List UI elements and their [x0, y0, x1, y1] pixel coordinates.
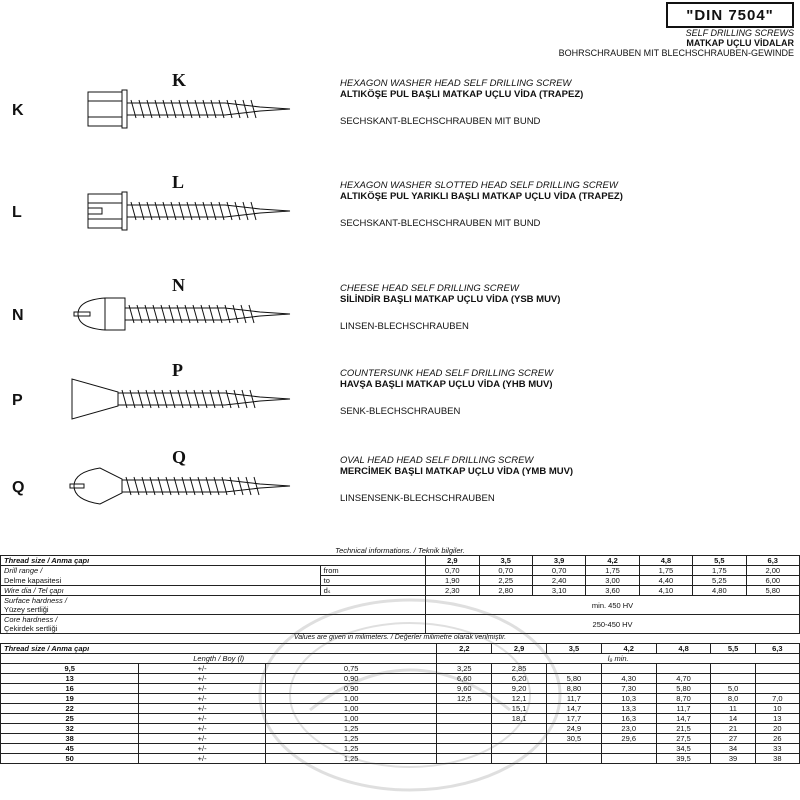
screw-drawing: [60, 275, 310, 354]
value-cell: 14,7: [656, 714, 711, 724]
value-cell: 11: [711, 704, 755, 714]
size-cell: 4,8: [639, 556, 692, 566]
value-cell: 0,70: [532, 566, 585, 576]
screw-desc-en: HEXAGON WASHER SLOTTED HEAD SELF DRILLING SCREW: [340, 180, 618, 191]
size-cell: 4,8: [656, 644, 711, 654]
subtitle-block: [559, 28, 794, 58]
size-cell: 3,9: [532, 556, 585, 566]
length-label: Length / Boy (l): [1, 654, 437, 664]
tolerance-cell: +/-: [139, 664, 266, 674]
tolerance-cell: +/-: [139, 724, 266, 734]
value-cell: 9,20: [492, 684, 547, 694]
deviation-cell: 1,25: [265, 734, 436, 744]
value-cell: 2,30: [426, 586, 479, 596]
length-cell: 22: [1, 704, 139, 714]
screw-description: [340, 455, 573, 504]
screw-drawing: [60, 70, 310, 149]
screw-desc-en: HEXAGON WASHER HEAD SELF DRILLING SCREW: [340, 78, 572, 89]
screw-drawing: [60, 447, 310, 526]
length-cell: 45: [1, 744, 139, 754]
value-cell: 4,80: [693, 586, 746, 596]
core-label-en: Core hardness /: [4, 615, 58, 624]
table-row: [1, 566, 800, 576]
value-cell: [601, 664, 656, 674]
lg-label: l₉ min.: [437, 654, 800, 664]
value-cell: 24,9: [547, 724, 602, 734]
length-cell: 38: [1, 734, 139, 744]
value-cell: 2,25: [479, 576, 532, 586]
document-title: "DIN 7504": [666, 2, 794, 28]
screw-letter: K: [12, 102, 24, 119]
size-cell: 4,2: [601, 644, 656, 654]
value-cell: 4,30: [601, 674, 656, 684]
thread-size-label: Thread size / Anma çapı: [1, 644, 437, 654]
value-cell: [755, 684, 799, 694]
drill-label: Drill range /: [1, 566, 321, 576]
value-cell: 11,7: [547, 694, 602, 704]
value-cell: 12,1: [492, 694, 547, 704]
value-cell: 12,5: [437, 694, 492, 704]
deviation-cell: 1,00: [265, 694, 436, 704]
table-row: [1, 556, 800, 566]
tolerance-cell: +/-: [139, 754, 266, 764]
screw-description: [340, 180, 623, 229]
core-value: 250-450 HV: [426, 615, 800, 634]
value-cell: 0,70: [479, 566, 532, 576]
screw-desc-tr: ALTIKÖŞE PUL BAŞLI MATKAP UÇLU VİDA (TRAPEZ): [340, 89, 584, 100]
deviation-cell: 1,00: [265, 704, 436, 714]
value-cell: 34,5: [656, 744, 711, 754]
value-cell: 29,6: [601, 734, 656, 744]
subtitle-tr: MATKAP UÇLU VİDALAR: [686, 38, 794, 48]
tolerance-cell: +/-: [139, 734, 266, 744]
value-cell: 27,5: [656, 734, 711, 744]
screw-desc-de: SENK-BLECHSCHRAUBEN: [340, 406, 461, 417]
screw-desc-tr: MERCİMEK BAŞLI MATKAP UÇLU VİDA (YMB MUV): [340, 466, 574, 477]
tolerance-cell: +/-: [139, 684, 266, 694]
deviation-cell: 1,00: [265, 714, 436, 724]
value-cell: 14,7: [547, 704, 602, 714]
value-cell: 1,90: [426, 576, 479, 586]
value-cell: 18,1: [492, 714, 547, 724]
value-cell: 6,60: [437, 674, 492, 684]
deviation-cell: 0,90: [265, 684, 436, 694]
screw-desc-en: COUNTERSUNK HEAD SELF DRILLING SCREW: [340, 368, 554, 379]
value-cell: 6,20: [492, 674, 547, 684]
value-cell: 13,3: [601, 704, 656, 714]
screw-label: L: [172, 172, 185, 192]
value-cell: 10,3: [601, 694, 656, 704]
value-cell: [601, 744, 656, 754]
value-cell: 2,80: [479, 586, 532, 596]
value-cell: 2,40: [532, 576, 585, 586]
surface-value: min. 450 HV: [426, 596, 800, 615]
size-cell: 6,3: [746, 556, 799, 566]
deviation-cell: 1,25: [265, 744, 436, 754]
value-cell: 3,60: [586, 586, 639, 596]
value-cell: [656, 664, 711, 674]
drill-label-tr: Delme kapasitesi: [1, 576, 321, 586]
deviation-cell: 0,75: [265, 664, 436, 674]
screw-row: [0, 447, 800, 545]
value-cell: 7,30: [601, 684, 656, 694]
value-cell: 13: [755, 714, 799, 724]
value-cell: 14: [711, 714, 755, 724]
value-cell: 39,5: [656, 754, 711, 764]
screw-description: [340, 283, 560, 332]
value-cell: 11,7: [656, 704, 711, 714]
value-cell: 30,5: [547, 734, 602, 744]
screw-label: N: [172, 275, 185, 295]
size-cell: 4,2: [586, 556, 639, 566]
screw-desc-de: SECHSKANT-BLECHSCHRAUBEN MIT BUND: [340, 116, 541, 127]
screw-letter: Q: [12, 479, 25, 496]
screw-letter: N: [12, 307, 24, 324]
value-cell: 34: [711, 744, 755, 754]
value-cell: 3,00: [586, 576, 639, 586]
deviation-cell: 1,25: [265, 724, 436, 734]
screw-label: K: [172, 70, 187, 90]
value-cell: 27: [711, 734, 755, 744]
screw-desc-en: CHEESE HEAD SELF DRILLING SCREW: [340, 283, 519, 294]
screw-desc-de: LINSEN-BLECHSCHRAUBEN: [340, 321, 469, 332]
screw-drawing: [60, 360, 310, 439]
length-cell: 9,5: [1, 664, 139, 674]
value-cell: 5,0: [711, 684, 755, 694]
value-cell: [601, 754, 656, 764]
length-caption: Values are given in milimeters. / Değerler milimetre olarak verilmiştir.: [293, 634, 507, 641]
screw-row: [0, 70, 800, 168]
to-label: to: [320, 576, 425, 586]
value-cell: [711, 674, 755, 684]
size-cell: 2,9: [426, 556, 479, 566]
screw-drawing: [60, 172, 310, 251]
subtitle-en: SELF DRILLING SCREWS: [685, 28, 794, 38]
size-cell: 2,9: [492, 644, 547, 654]
tolerance-cell: +/-: [139, 714, 266, 724]
core-label-tr: Çekirdek sertliği: [4, 624, 58, 633]
value-cell: 23,0: [601, 724, 656, 734]
screw-letter: P: [12, 392, 23, 409]
value-cell: 9,60: [437, 684, 492, 694]
thread-size-label: Thread size / Anma çapı: [1, 556, 426, 566]
length-cell: 16: [1, 684, 139, 694]
length-cell: 13: [1, 674, 139, 684]
deviation-cell: 1,25: [265, 754, 436, 764]
value-cell: 1,75: [586, 566, 639, 576]
deviation-cell: 0,90: [265, 674, 436, 684]
length-cell: 25: [1, 714, 139, 724]
tolerance-cell: +/-: [139, 704, 266, 714]
size-cell: 6,3: [755, 644, 799, 654]
value-cell: 7,0: [755, 694, 799, 704]
value-cell: [711, 664, 755, 674]
subtitle-de: BOHRSCHRAUBEN MIT BLECHSCHRAUBEN-GEWINDE: [558, 48, 794, 58]
surface-label-tr: Yüzey sertliği: [4, 605, 49, 614]
size-cell: 5,5: [693, 556, 746, 566]
length-cell: 19: [1, 694, 139, 704]
value-cell: 6,00: [746, 576, 799, 586]
screw-description: [340, 368, 553, 417]
value-cell: 3,25: [437, 664, 492, 674]
value-cell: [755, 664, 799, 674]
value-cell: 0,70: [426, 566, 479, 576]
value-cell: 8,0: [711, 694, 755, 704]
value-cell: 21,5: [656, 724, 711, 734]
value-cell: 5,80: [547, 674, 602, 684]
value-cell: 4,70: [656, 674, 711, 684]
value-cell: 1,75: [639, 566, 692, 576]
value-cell: 8,70: [656, 694, 711, 704]
tolerance-cell: +/-: [139, 674, 266, 684]
value-cell: 3,10: [532, 586, 585, 596]
screw-desc-en: OVAL HEAD HEAD SELF DRILLING SCREW: [340, 455, 534, 466]
screw-desc-tr: SİLİNDİR BAŞLI MATKAP UÇLU VİDA (YSB MUV): [340, 294, 561, 305]
screw-desc-de: LINSENSENK-BLECHSCHRAUBEN: [340, 493, 495, 504]
length-cell: 32: [1, 724, 139, 734]
size-cell: 5,5: [711, 644, 755, 654]
wire-label: Wire dia / Tel çapı: [1, 586, 321, 596]
value-cell: 5,80: [746, 586, 799, 596]
length-cell: 50: [1, 754, 139, 764]
table-row: [1, 576, 800, 586]
from-label: from: [320, 566, 425, 576]
screw-description: [340, 78, 583, 127]
screw-row: [0, 172, 800, 270]
tolerance-cell: +/-: [139, 694, 266, 704]
tolerance-cell: +/-: [139, 744, 266, 754]
value-cell: 8,80: [547, 684, 602, 694]
watermark-logo: [250, 590, 570, 800]
size-cell: 3,5: [479, 556, 532, 566]
value-cell: [755, 674, 799, 684]
value-cell: 5,25: [693, 576, 746, 586]
value-cell: 15,1: [492, 704, 547, 714]
value-cell: 33: [755, 744, 799, 754]
surface-label-en: Surface hardness /: [4, 596, 67, 605]
screw-label: P: [172, 360, 183, 380]
wire-symbol: dₛ: [320, 586, 425, 596]
screw-row: [0, 360, 800, 458]
size-cell: 2,2: [437, 644, 492, 654]
value-cell: 4,40: [639, 576, 692, 586]
value-cell: 17,7: [547, 714, 602, 724]
value-cell: 21: [711, 724, 755, 734]
screw-desc-tr: HAVŞA BAŞLI MATKAP UÇLU VİDA (YHB MUV): [340, 379, 553, 390]
screw-label: Q: [172, 447, 187, 467]
value-cell: 38: [755, 754, 799, 764]
screw-row: [0, 275, 800, 373]
screw-desc-tr: ALTIKÖŞE PUL YARIKLI BAŞLI MATKAP UÇLU VİDA (TRAPEZ): [340, 191, 623, 202]
value-cell: 26: [755, 734, 799, 744]
value-cell: 2,85: [492, 664, 547, 674]
value-cell: 1,75: [693, 566, 746, 576]
value-cell: 20: [755, 724, 799, 734]
value-cell: 10: [755, 704, 799, 714]
screw-letter: L: [12, 204, 22, 221]
size-cell: 3,5: [547, 644, 602, 654]
value-cell: 5,80: [656, 684, 711, 694]
tech-caption: Technical informations. / Teknik bilgiler.: [335, 546, 465, 555]
screw-desc-de: SECHSKANT-BLECHSCHRAUBEN MIT BUND: [340, 218, 541, 229]
value-cell: 2,00: [746, 566, 799, 576]
value-cell: 4,10: [639, 586, 692, 596]
value-cell: 39: [711, 754, 755, 764]
value-cell: 16,3: [601, 714, 656, 724]
